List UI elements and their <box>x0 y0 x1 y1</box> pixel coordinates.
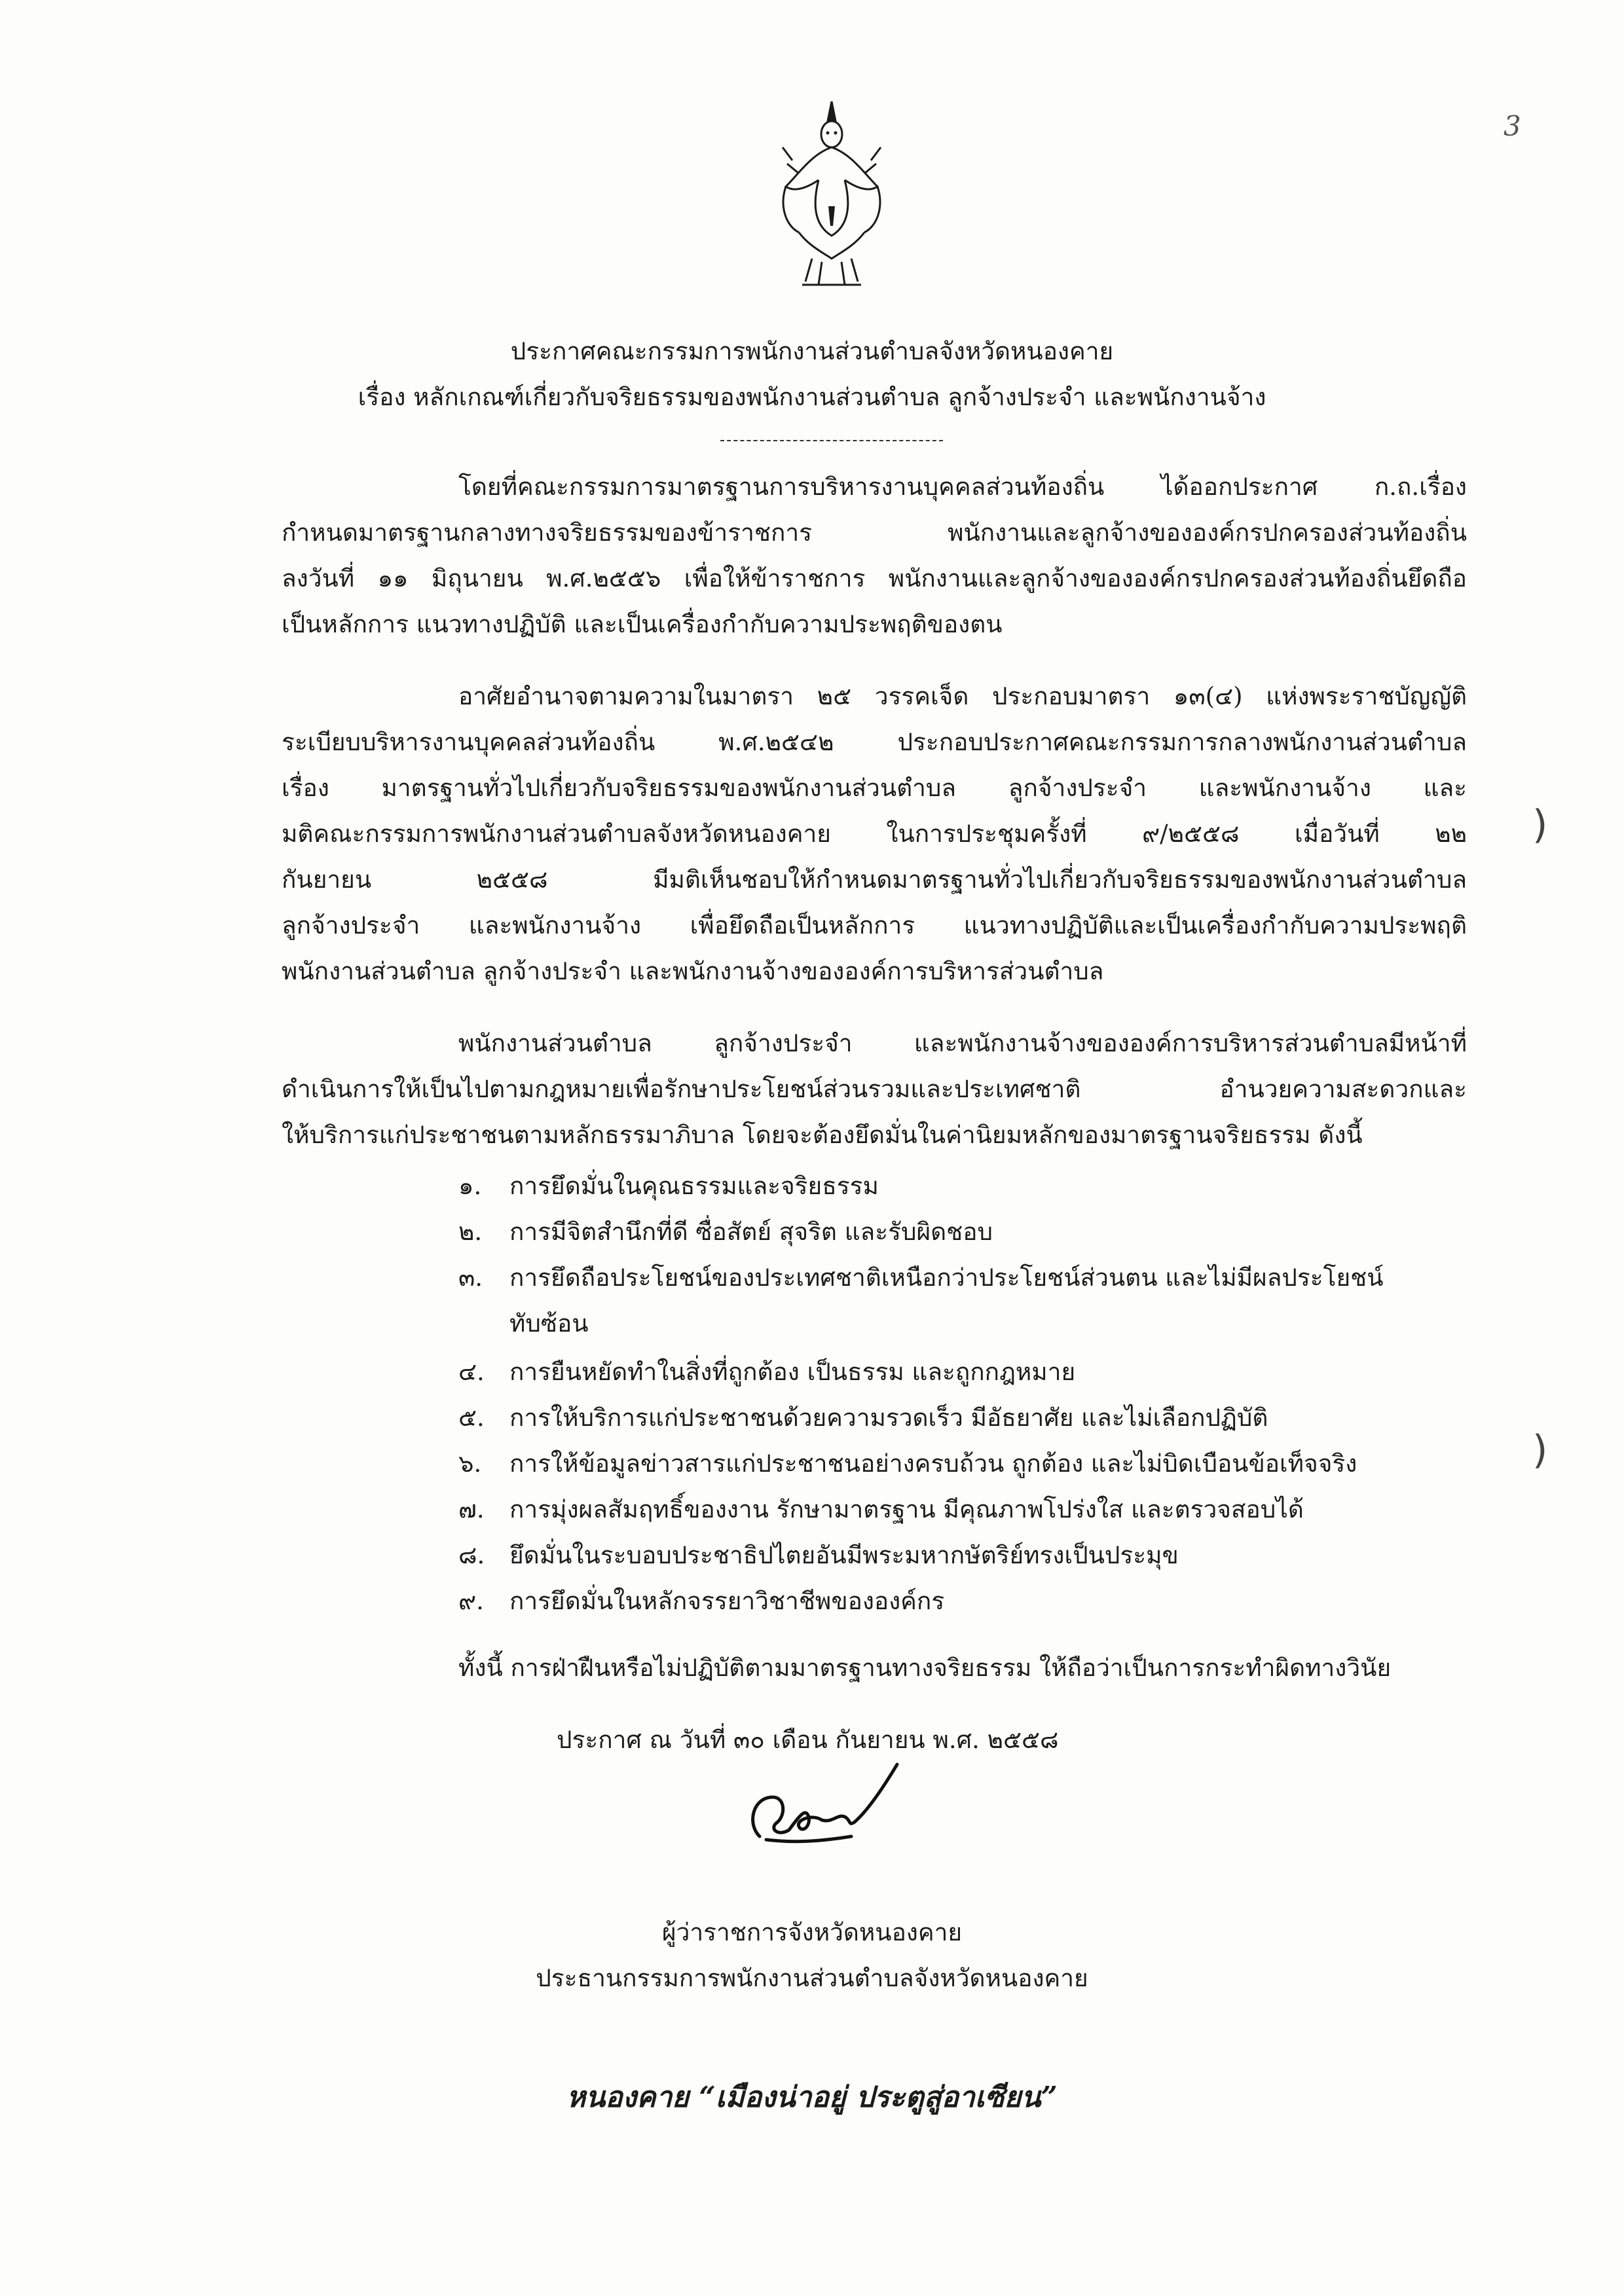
paragraph2-line: กันยายน ๒๕๕๘ มีมติเห็นชอบให้กำหนดมาตรฐานทั่วไปเกี่ยวกับจริยธรรมของพนักงานส่วนตำบล <box>282 866 1467 894</box>
list-item: การยึดถือประโยชน์ของประเทศชาติเหนือกว่าประโยชน์ส่วนตน และไม่มีผลประโยชน์ <box>509 1264 1384 1292</box>
list-item: การมีจิตสำนึกที่ดี ซื่อสัตย์ สุจริต และรับผิดชอบ <box>509 1218 993 1246</box>
paragraph1-line: เป็นหลักการ แนวทางปฏิบัติ และเป็นเครื่องกำกับความประพฤติของตน <box>282 610 1003 638</box>
page-number: 3 <box>1504 110 1521 142</box>
list-item: การยึดมั่นในหลักจรรยาวิชาชีพขององค์กร <box>509 1587 945 1615</box>
list-item: การให้บริการแก่ประชาชนด้วยความรวดเร็ว มีอัธยาศัย และไม่เลือกปฏิบัติ <box>509 1404 1268 1432</box>
list-item: การมุ่งผลสัมฤทธิ์ของงาน รักษามาตรฐาน มีคุณภาพโปร่งใส และตรวจสอบได้ <box>509 1495 1304 1523</box>
announcement-subject: เรื่อง หลักเกณฑ์เกี่ยวกับจริยธรรมของพนักงานส่วนตำบล ลูกจ้างประจำ และพนักงานจ้าง <box>358 383 1266 411</box>
list-item-number: ๙. <box>458 1587 484 1615</box>
punch-hole-mark: ) <box>1532 802 1548 848</box>
list-item-number: ๗. <box>458 1495 485 1523</box>
punch-hole-mark: ) <box>1532 1427 1548 1473</box>
list-item-number: ๕. <box>458 1404 485 1432</box>
handwritten-signature <box>740 1745 910 1856</box>
announcement-date: ประกาศ ณ วันที่ ๓๐ เดือน กันยายน พ.ศ. ๒๕๕๘ <box>557 1726 1059 1754</box>
paragraph2-line: พนักงานส่วนตำบล ลูกจ้างประจำ และพนักงานจ้างขององค์การบริหารส่วนตำบล <box>282 957 1104 985</box>
paragraph3-line: ให้บริการแก่ประชาชนตามหลักธรรมาภิบาล โดยจะต้องยึดมั่นในค่านิยมหลักของมาตรฐานจริยธรรม ดังนี้ <box>282 1121 1363 1149</box>
paragraph2-line: มติคณะกรรมการพนักงานส่วนตำบลจังหวัดหนองคาย ในการประชุมครั้งที่ ๙/๒๕๕๘ เมื่อวันที่ ๒๒ <box>282 820 1467 848</box>
paragraph2-line: ลูกจ้างประจำ และพนักงานจ้าง เพื่อยึดถือเป็นหลักการ แนวทางปฏิบัติและเป็นเครื่องกำกับความประพฤติ <box>282 911 1467 939</box>
list-item: ยึดมั่นในระบอบประชาธิปไตยอันมีพระมหากษัตริย์ทรงเป็นประมุข <box>509 1541 1179 1569</box>
paragraph1-line: โดยที่คณะกรรมการมาตรฐานการบริหารงานบุคคลส่วนท้องถิ่น ได้ออกประกาศ ก.ถ.เรื่อง <box>458 473 1467 501</box>
list-item-number: ๘. <box>458 1541 485 1569</box>
paragraph3-line: ดำเนินการให้เป็นไปตามกฎหมายเพื่อรักษาประโยชน์ส่วนรวมและประเทศชาติ อำนวยความสะดวกและ <box>282 1075 1467 1103</box>
title-divider <box>720 440 943 441</box>
list-item: การยึดมั่นในคุณธรรมและจริยธรรม <box>509 1172 879 1200</box>
list-item-number: ๒. <box>458 1218 483 1246</box>
list-item: การให้ข้อมูลข่าวสารแก่ประชาชนอย่างครบถ้วน ถูกต้อง และไม่บิดเบือนข้อเท็จจริง <box>509 1449 1357 1478</box>
announcement-title: ประกาศคณะกรรมการพนักงานส่วนตำบลจังหวัดหนองคาย <box>510 337 1114 365</box>
signer-chairman-title: ประธานกรรมการพนักงานส่วนตำบลจังหวัดหนองคาย <box>536 1964 1088 1992</box>
paragraph2-line: อาศัยอำนาจตามความในมาตรา ๒๕ วรรคเจ็ด ประกอบมาตรา ๑๓(๔) แห่งพระราชบัญญัติ <box>458 682 1467 710</box>
list-item-number: ๖. <box>458 1449 482 1478</box>
paragraph3-line: พนักงานส่วนตำบล ลูกจ้างประจำ และพนักงานจ้างขององค์การบริหารส่วนตำบลมีหน้าที่ <box>458 1029 1467 1057</box>
list-item-number: ๓. <box>458 1264 483 1292</box>
closing-statement: ทั้งนี้ การฝ่าฝืนหรือไม่ปฏิบัติตามมาตรฐานทางจริยธรรม ให้ถือว่าเป็นการกระทำผิดทางวินัย <box>458 1654 1392 1682</box>
paragraph2-line: ระเบียบบริหารงานบุคคลส่วนท้องถิ่น พ.ศ.๒๕๔๒ ประกอบประกาศคณะกรรมการกลางพนักงานส่วนตำบล <box>282 728 1467 756</box>
list-item: การยืนหยัดทำในสิ่งที่ถูกต้อง เป็นธรรม และถูกกฎหมาย <box>509 1358 1076 1386</box>
list-item-number: ๑. <box>458 1172 482 1200</box>
list-item-number: ๔. <box>458 1358 485 1386</box>
provincial-motto: หนองคาย “เมืองน่าอยู่ ประตูสู่อาเซียน” <box>566 2081 1058 2114</box>
paragraph2-line: เรื่อง มาตรฐานทั่วไปเกี่ยวกับจริยธรรมของพนักงานส่วนตำบล ลูกจ้างประจำ และพนักงานจ้าง และ <box>282 774 1467 802</box>
garuda-emblem-icon <box>773 95 891 291</box>
paragraph1-line: ลงวันที่ ๑๑ มิถุนายน พ.ศ.๒๕๕๖ เพื่อให้ข้าราชการ พนักงานและลูกจ้างขององค์กรปกครองส่วนท้องถิ่นยึดถือ <box>282 564 1467 592</box>
signer-position: ผู้ว่าราชการจังหวัดหนองคาย <box>661 1918 963 1946</box>
paragraph1-line: กำหนดมาตรฐานกลางทางจริยธรรมของข้าราชการ พนักงานและลูกจ้างขององค์กรปกครองส่วนท้องถิ่น <box>282 519 1467 547</box>
list-item-continuation: ทับซ้อน <box>509 1309 589 1338</box>
